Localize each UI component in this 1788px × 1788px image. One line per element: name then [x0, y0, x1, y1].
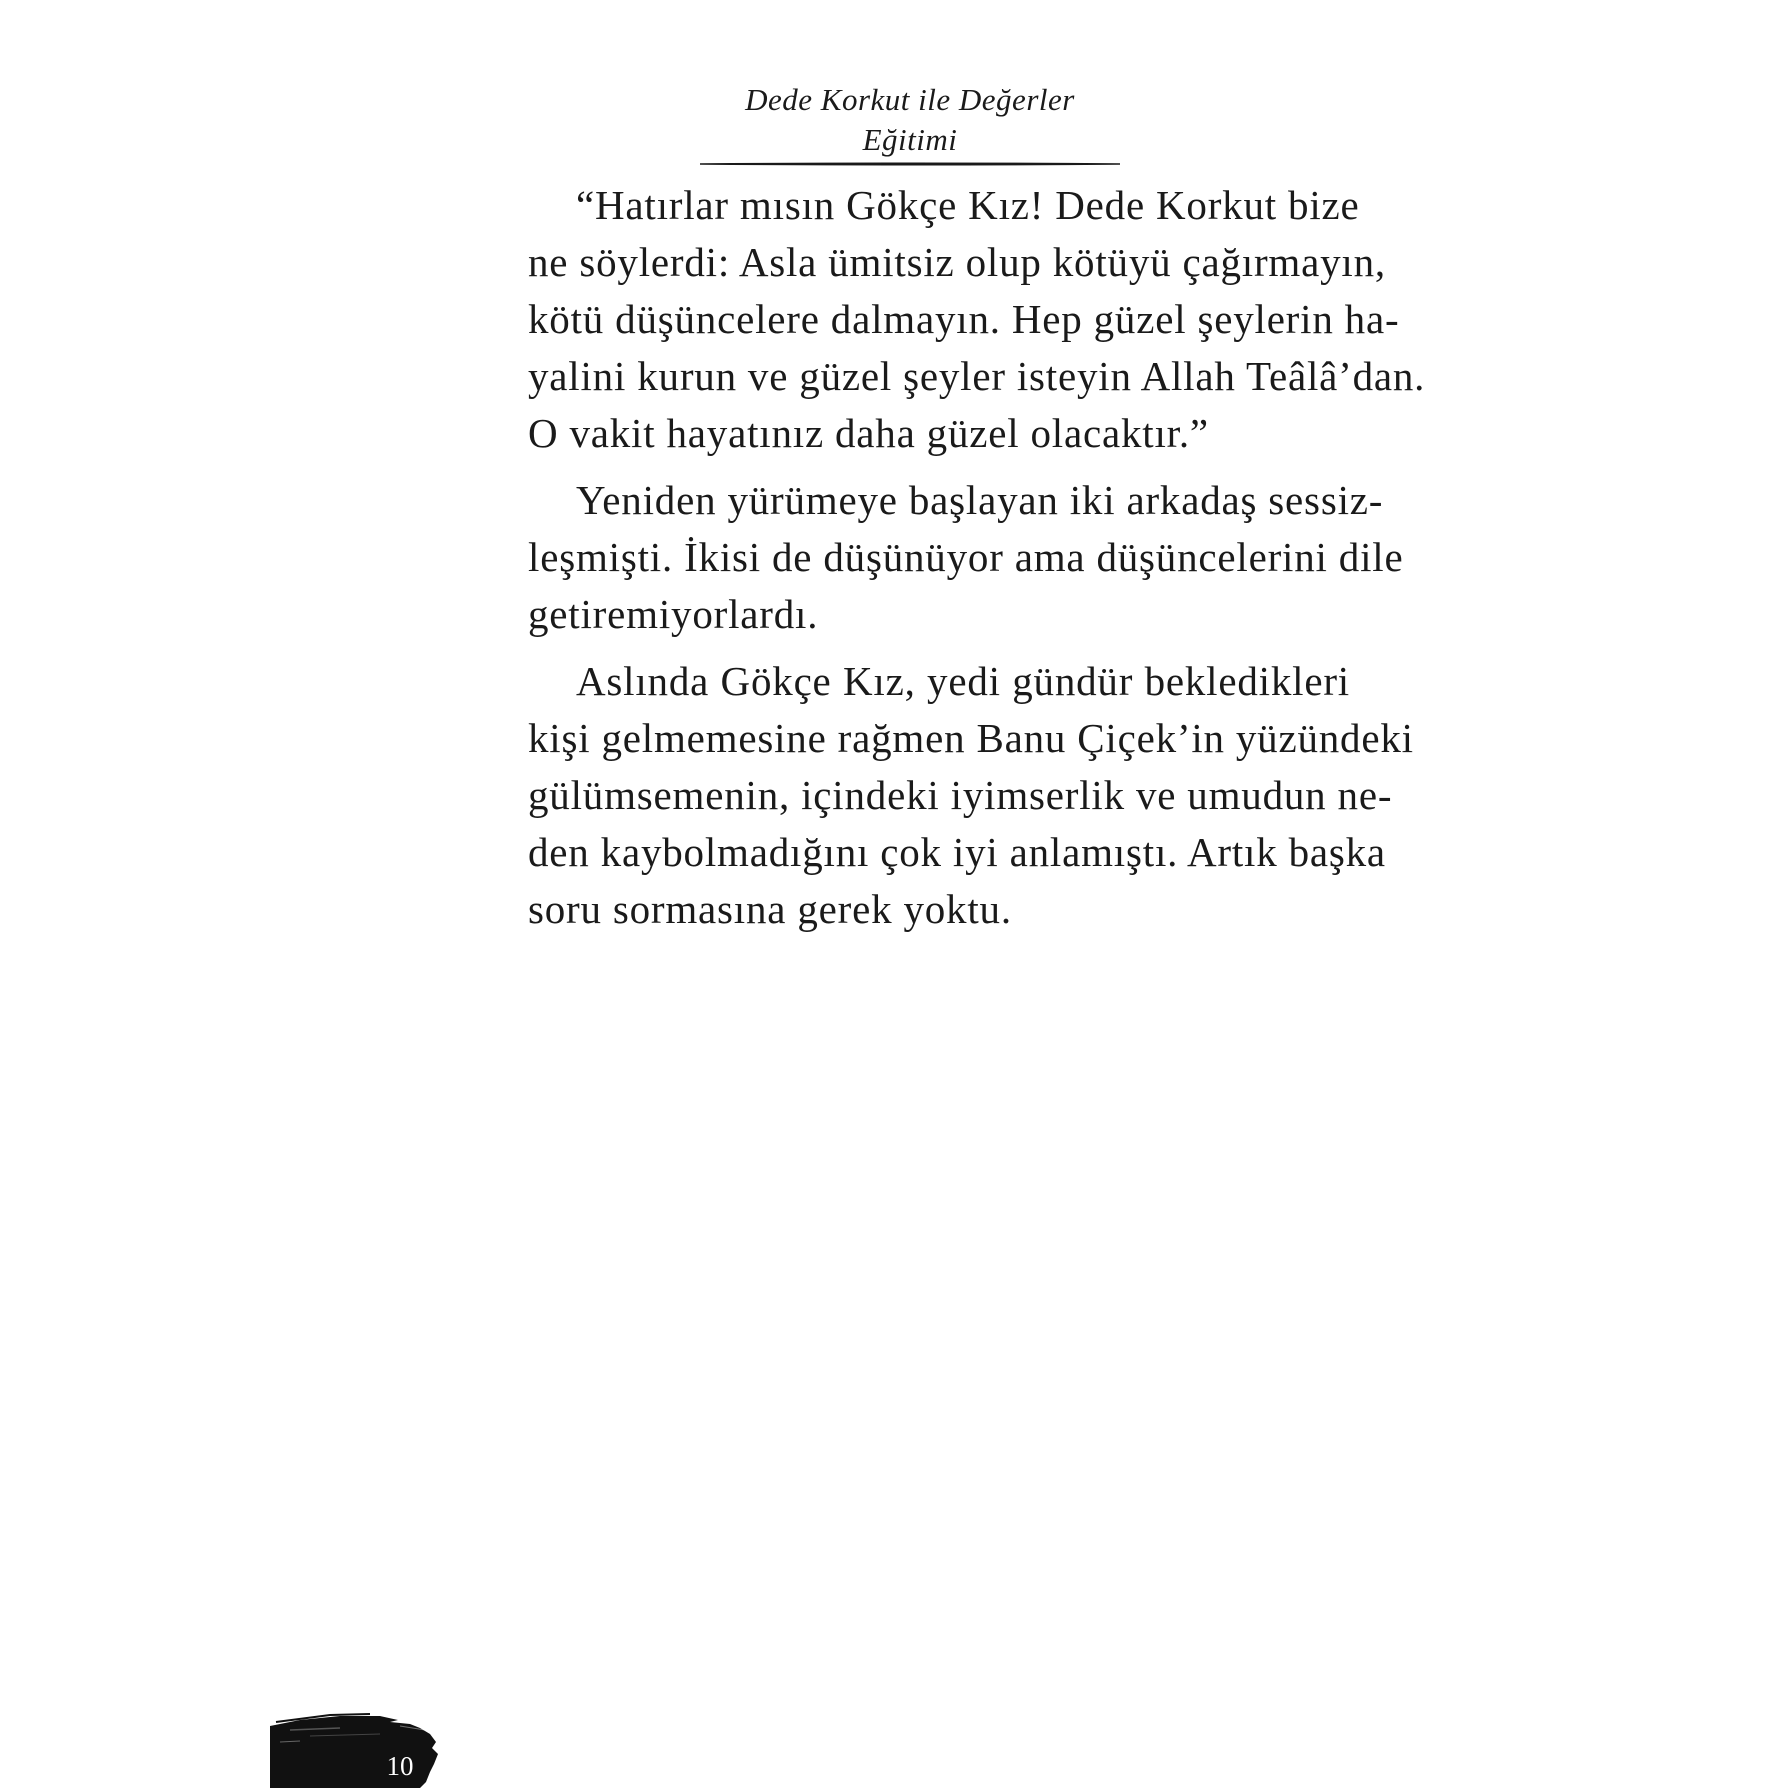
- running-header: [700, 80, 1120, 166]
- text-line: ne söylerdi: Asla ümitsiz olup kötüyü çağırmayın,: [528, 239, 1386, 285]
- text-line: kötü düşüncelere dalmayın. Hep güzel şeylerin ha-: [528, 296, 1400, 342]
- body-text: [480, 177, 1426, 948]
- text-line: Yeniden yürümeye başlayan iki arkadaş sessiz-: [576, 477, 1384, 523]
- text-line: soru sormasına gerek yoktu.: [528, 886, 1012, 932]
- text-line: O vakit hayatınız daha güzel olacaktır.”: [528, 410, 1209, 456]
- page-number-tab: [270, 1712, 440, 1788]
- text-line: “Hatırlar mısın Gökçe Kız! Dede Korkut bize: [576, 182, 1360, 228]
- text-line: leşmişti. İkisi de düşünüyor ama düşüncelerini dile: [528, 534, 1404, 580]
- page-number: 10: [386, 1751, 414, 1781]
- paragraph-1: [480, 177, 1426, 462]
- text-line: yalini kurun ve güzel şeyler isteyin Allah Teâlâ’dan.: [528, 353, 1426, 399]
- paragraph-2: [480, 472, 1404, 643]
- text-line: getiremiyorlardı.: [528, 591, 819, 637]
- paragraph-3: [480, 653, 1414, 938]
- text-line: den kaybolmadığını çok iyi anlamıştı. Artık başka: [528, 829, 1386, 875]
- running-header-rule: [700, 162, 1120, 166]
- text-line: gülümsemenin, içindeki iyimserlik ve umudun ne-: [528, 772, 1393, 818]
- running-header-title: Dede Korkut ile Değerler Eğitimi: [745, 82, 1075, 157]
- text-line: Aslında Gökçe Kız, yedi gündür bekledikleri: [576, 658, 1350, 704]
- text-line: kişi gelmemesine rağmen Banu Çiçek’in yüzündeki: [528, 715, 1414, 761]
